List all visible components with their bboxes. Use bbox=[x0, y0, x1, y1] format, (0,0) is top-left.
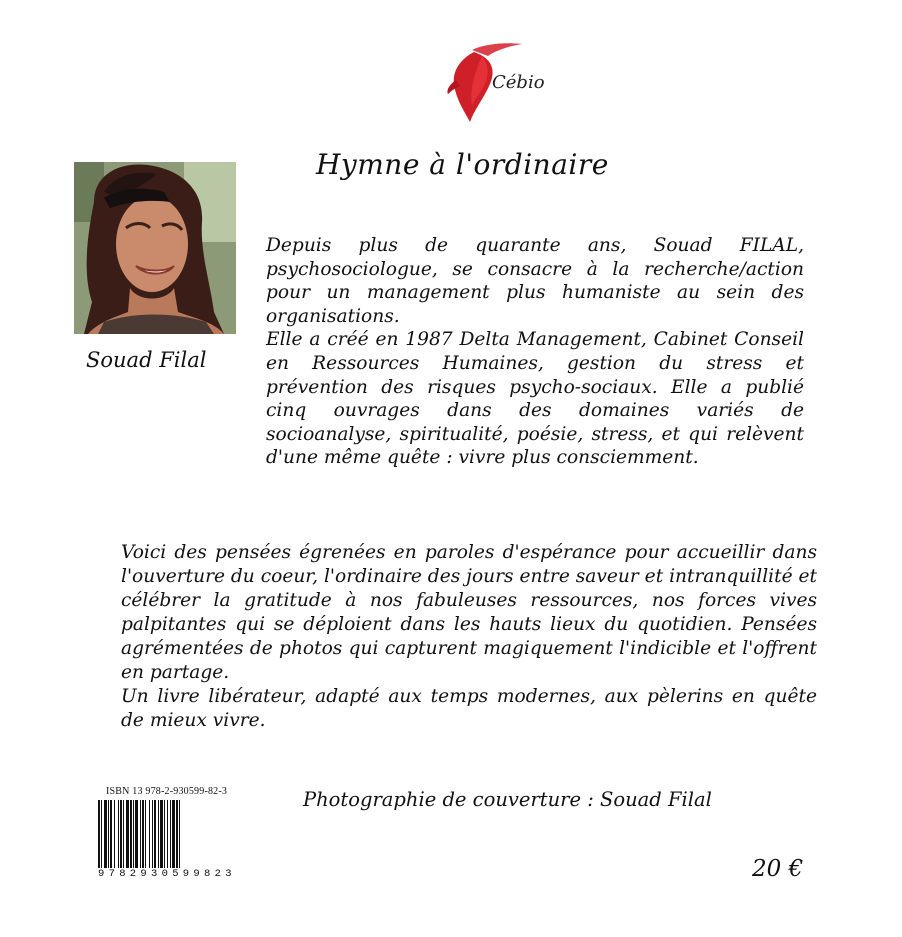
author-photo bbox=[74, 162, 236, 334]
author-caption: Souad Filal bbox=[86, 348, 207, 372]
blurb-paragraph: Voici des pensées égrenées en paroles d'espérance pour accueillir dans l'ouverture du coeur, l'ordinaire des jours entre saveur et intranquillité et célébrer la gratitude à nos fabuleuses ressources, nos forces vives palpitantes qui se déploient dans les hauts lieux du quotidien. Pensées agrémentées de photos qui capturent magiquement l'indicible et l'offrent en partage. bbox=[121, 542, 817, 683]
book-title: Hymne à l'ordinaire bbox=[316, 148, 609, 181]
publisher-logo bbox=[444, 40, 554, 125]
author-bio bbox=[266, 234, 804, 470]
cover-photo-credit: Photographie de couverture : Souad Filal bbox=[303, 788, 712, 811]
bio-paragraph: Depuis plus de quarante ans, Souad FILAL, psychosociologue, se consacre à la recherche/action pour un management plus humaniste au sein des organisations. bbox=[266, 235, 804, 327]
isbn-label: ISBN 13 978-2-930599-82-3 bbox=[106, 786, 228, 797]
price: 20 € bbox=[752, 856, 804, 882]
barcode-digits: 9782930599823 bbox=[98, 868, 236, 880]
bio-paragraph: Elle a créé en 1987 Delta Management, Cabinet Conseil en Ressources Humaines, gestion du stress et prévention des risques psycho-sociaux. Elle a publié cinq ouvrages dans des domaines variés de socioanalyse, spiritualité, poésie, stress, et qui relèvent d'une même quête : vivre plus consciemment. bbox=[266, 329, 804, 469]
blurb-paragraph: Un livre libérateur, adapté aux temps modernes, aux pèlerins en quête de mieux vivre. bbox=[121, 686, 817, 731]
book-blurb bbox=[121, 541, 817, 733]
publisher-name: Cébio bbox=[492, 72, 545, 93]
